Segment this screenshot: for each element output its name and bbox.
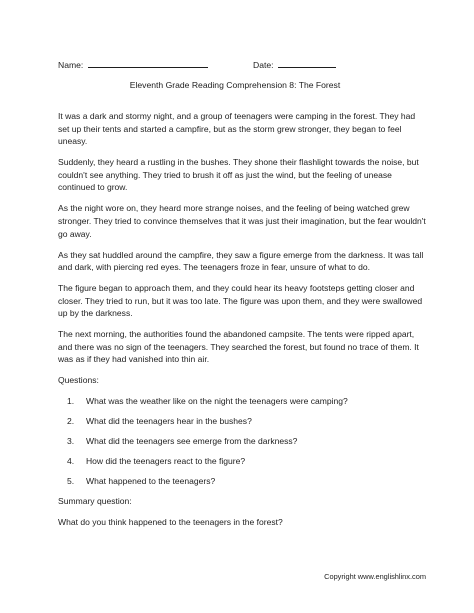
question-number: 1.	[67, 396, 75, 407]
question-number: 3.	[67, 436, 75, 447]
worksheet-content	[58, 110, 428, 529]
story-paragraph: As they sat huddled around the campfire, they saw a figure emerge from the darkness. It was tall and dark, with piercing red eyes. The teenagers froze in fear, unsure of what to do.	[58, 249, 424, 273]
story-paragraph: It was a dark and stormy night, and a group of teenagers were camping in the forest. They had set up their tents and started a campfire, but as the storm grew stronger, they began to feel uneasy.	[58, 111, 416, 147]
question-item	[58, 455, 428, 468]
date-blank-line	[278, 56, 336, 68]
summary-question: What do you think happened to the teenagers in the forest?	[58, 517, 283, 528]
worksheet-title: Eleventh Grade Reading Comprehension 8: The Forest	[129, 80, 341, 90]
name-label: Name:	[58, 60, 84, 70]
question-item	[58, 415, 428, 428]
story-paragraph: The figure began to approach them, and they could hear its heavy footsteps getting closer and closer. They tried to run, but it was too late. The figure was upon them, and they were swallowed up by the darkness.	[58, 283, 423, 319]
student-info-row	[58, 56, 426, 72]
question-item	[58, 475, 428, 488]
question-number: 4.	[67, 456, 75, 467]
question-number: 5.	[67, 476, 75, 487]
question-text: What was the weather like on the night the teenagers were camping?	[86, 396, 348, 407]
question-text: How did the teenagers react to the figure?	[86, 456, 246, 467]
question-text: What happened to the teenagers?	[86, 476, 216, 487]
copyright-footer: Copyright www.englishlinx.com	[324, 572, 426, 581]
name-field	[58, 56, 208, 73]
question-text: What did the teenagers hear in the bushes?	[86, 416, 252, 427]
name-blank-line	[88, 56, 208, 68]
question-number: 2.	[67, 416, 75, 427]
date-field	[253, 56, 336, 73]
question-item	[58, 395, 428, 408]
story-paragraph: Suddenly, they heard a rustling in the bushes. They shone their flashlight towards the noise, but couldn't see anything. They tried to brush it off as just the wind, but the feeling of unease continued to grow.	[58, 157, 419, 193]
date-label: Date:	[253, 60, 274, 70]
summary-label: Summary question:	[58, 496, 132, 507]
story-paragraph: The next morning, the authorities found the abandoned campsite. The tents were ripped apart, and there was no sign of the teenagers. They searched the forest, but found no trace of them. It was as if they had vanished into thin air.	[58, 329, 419, 365]
story-paragraph: As the night wore on, they heard more strange noises, and the feeling of being watched grew stronger. They tried to convince themselves that it was just their imagination, but the fear wouldn't go away.	[58, 203, 426, 239]
questions-list	[58, 395, 428, 488]
question-item	[58, 435, 428, 448]
question-text: What did the teenagers see emerge from the darkness?	[86, 436, 298, 447]
questions-label: Questions:	[58, 375, 99, 386]
